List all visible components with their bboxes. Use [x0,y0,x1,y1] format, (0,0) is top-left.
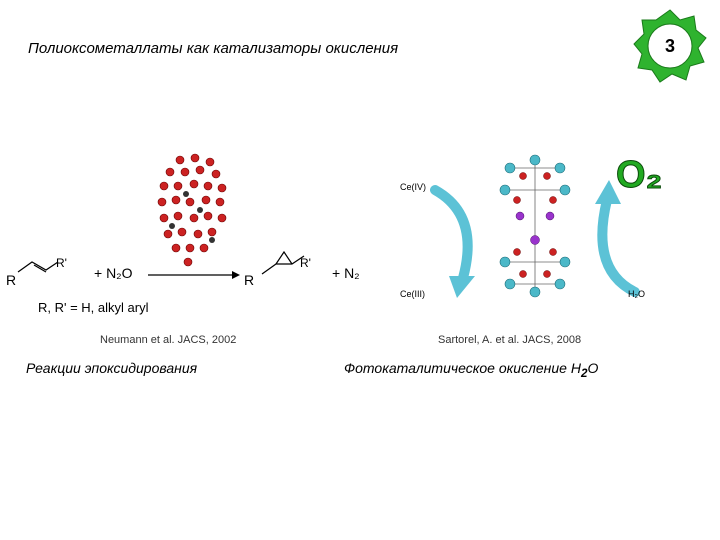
caption-right-sub: 2 [580,366,588,380]
slide-title: Полиоксометаллаты как катализаторы окисления [28,40,399,57]
slide-number: 3 [664,35,675,56]
reaction-conditions: R, R' = H, alkyl aryl [38,300,149,315]
plus-n2o: + N₂O [94,265,133,281]
ce3-label: Ce(III) [400,289,426,299]
product-r: R [244,272,255,288]
slide-number-badge [632,8,708,84]
product-r-prime: R' [300,256,311,270]
h2o-label: H₂O [628,289,645,299]
ce4-label: Ce(IV) [400,182,427,192]
caption-right-main: Фотокаталитическое окисление H [344,360,581,376]
reference-left: Neumann et al. JACS, 2002 [100,334,237,346]
reactant-r-prime: R' [56,256,67,270]
caption-left: Реакции эпоксидирования [26,360,198,376]
reference-right: Sartorel, A. et al. JACS, 2008 [438,334,582,346]
reactant-r: R [6,272,17,288]
caption-right-end: O [587,360,599,376]
o2-label: O₂ [616,154,663,196]
caption-right [344,360,598,380]
plus-n2: + N₂ [332,265,360,281]
